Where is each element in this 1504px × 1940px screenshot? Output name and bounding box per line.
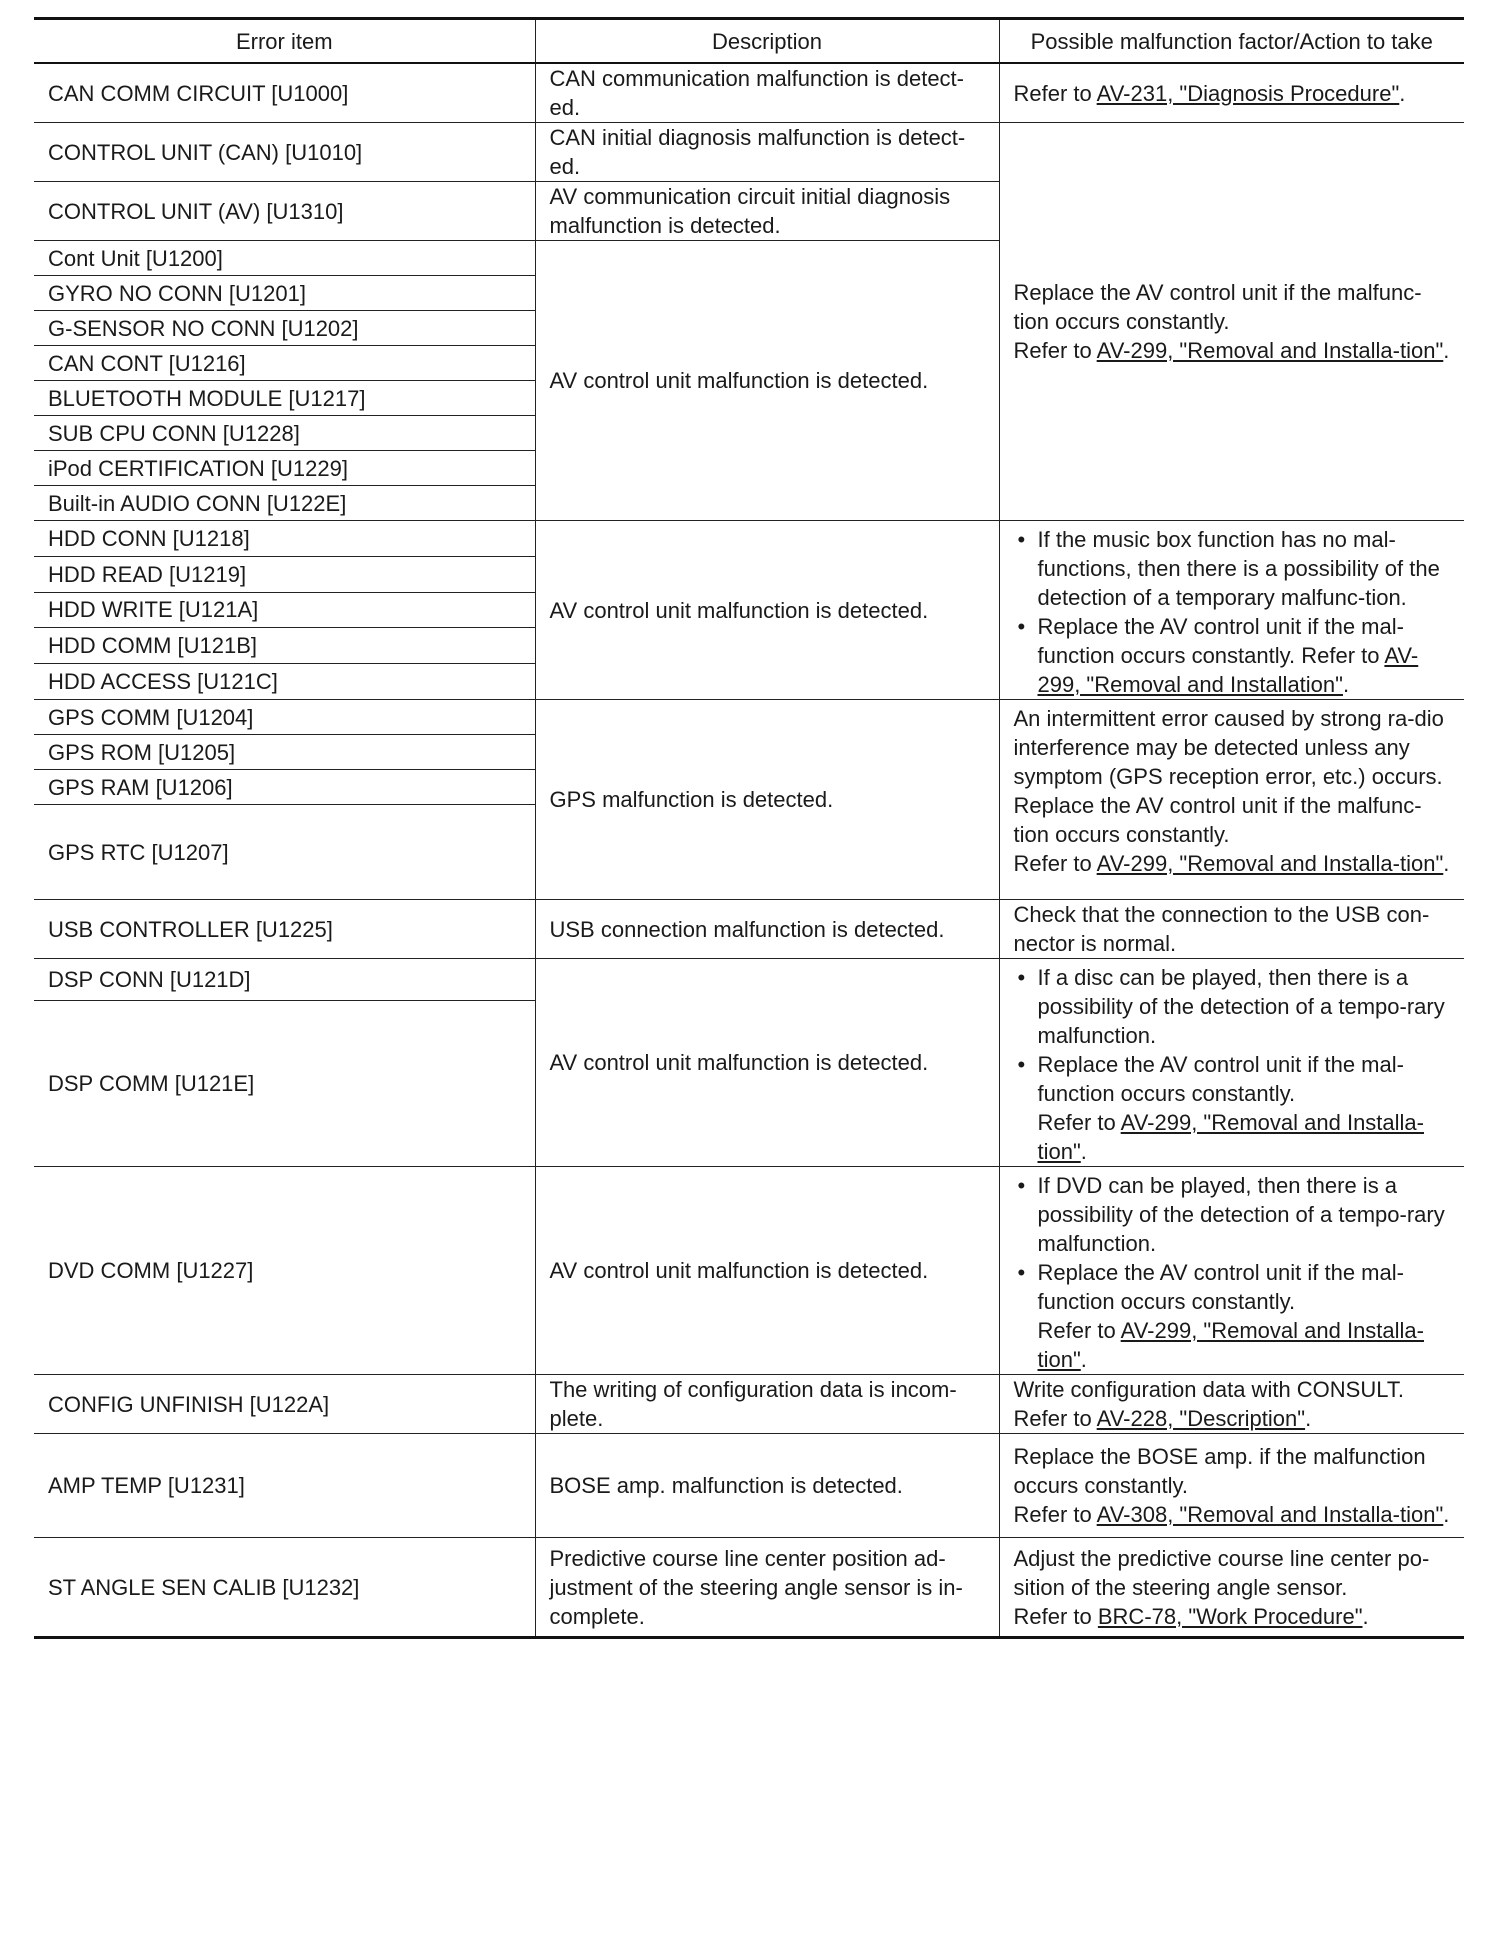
action-cell: Replace the AV control unit if the malfunc-tion occurs constantly. Refer to AV-299, "Removal and Installa-tion".: [999, 123, 1464, 521]
table-row: [34, 900, 1464, 959]
table-row: [34, 1538, 1464, 1638]
error-item: DSP COMM [U121E]: [34, 1000, 535, 1166]
error-item: GPS RTC [U1207]: [34, 805, 535, 900]
action-bullets: [1014, 1171, 1451, 1374]
table-row: [34, 1434, 1464, 1538]
description: AV control unit malfunction is detected.: [535, 959, 999, 1167]
error-item: CONTROL UNIT (CAN) [U1010]: [34, 123, 535, 182]
header-row: [34, 19, 1464, 64]
error-item: DSP CONN [U121D]: [34, 959, 535, 1001]
table-row: [34, 63, 1464, 123]
error-item: CAN CONT [U1216]: [34, 346, 535, 381]
description: AV communication circuit initial diagnosis malfunction is detected.: [535, 182, 999, 241]
description: The writing of configuration data is incom-plete.: [535, 1375, 999, 1434]
reference-link[interactable]: AV-231, "Diagnosis Procedure": [1096, 80, 1400, 106]
error-item: CONTROL UNIT (AV) [U1310]: [34, 182, 535, 241]
error-item: CONFIG UNFINISH [U122A]: [34, 1375, 535, 1434]
reference-link[interactable]: AV-299, "Removal and Installation": [1037, 643, 1419, 697]
action-cell: An intermittent error caused by strong ra-dio interference may be detected unless any symptom (GPS reception error, etc.) occurs. Replace the AV control unit if the malfunc-tion occurs constantly. Refer to AV-299, "Removal and Installa-tion".: [999, 700, 1464, 900]
error-item: AMP TEMP [U1231]: [34, 1434, 535, 1538]
description: BOSE amp. malfunction is detected.: [535, 1434, 999, 1538]
description: USB connection malfunction is detected.: [535, 900, 999, 959]
table-row: [34, 521, 1464, 557]
error-item: G-SENSOR NO CONN [U1202]: [34, 311, 535, 346]
reference-link[interactable]: BRC-78, "Work Procedure": [1097, 1603, 1363, 1629]
action-bullets: [1014, 525, 1451, 699]
table-row: [34, 700, 1464, 735]
bullet-item: • Replace the AV control unit if the mal-function occurs constantly. Refer to AV-299, "Removal and Installa-tion".: [1014, 1050, 1451, 1166]
table-row: [34, 959, 1464, 1001]
bullet-item: • Replace the AV control unit if the mal-function occurs constantly. Refer to AV-299, "Removal and Installation".: [1014, 612, 1451, 699]
error-item: BLUETOOTH MODULE [U1217]: [34, 381, 535, 416]
action-cell: Replace the BOSE amp. if the malfunction occurs constantly. Refer to AV-308, "Removal and Installa-tion".: [999, 1434, 1464, 1538]
description: AV control unit malfunction is detected.: [535, 241, 999, 521]
bullet-item: • Replace the AV control unit if the mal-function occurs constantly. Refer to AV-299, "Removal and Installa-tion".: [1014, 1258, 1451, 1374]
description: AV control unit malfunction is detected.: [535, 1167, 999, 1375]
error-item: ST ANGLE SEN CALIB [U1232]: [34, 1538, 535, 1638]
action-bullets: [1014, 963, 1451, 1166]
error-item: SUB CPU CONN [U1228]: [34, 416, 535, 451]
error-item: HDD READ [U1219]: [34, 556, 535, 592]
error-item: DVD COMM [U1227]: [34, 1167, 535, 1375]
error-item: GPS ROM [U1205]: [34, 735, 535, 770]
action-cell: Check that the connection to the USB con-nector is normal.: [999, 900, 1464, 959]
header-error-item: Error item: [34, 19, 535, 64]
bullet-item: • If a disc can be played, then there is a possibility of the detection of a tempo-rary malfunction.: [1014, 963, 1451, 1050]
description: GPS malfunction is detected.: [535, 700, 999, 900]
description: Predictive course line center position ad-justment of the steering angle sensor is in-complete.: [535, 1538, 999, 1638]
table-row: [34, 1167, 1464, 1375]
error-item: iPod CERTIFICATION [U1229]: [34, 451, 535, 486]
table-row: [34, 123, 1464, 182]
reference-link[interactable]: AV-299, "Removal and Installa-tion": [1037, 1110, 1424, 1164]
error-item: GPS RAM [U1206]: [34, 770, 535, 805]
reference-link[interactable]: AV-228, "Description": [1096, 1406, 1306, 1431]
error-item: HDD ACCESS [U121C]: [34, 664, 535, 700]
bullet-item: • If the music box function has no mal-functions, then there is a possibility of the detection of a temporary malfunc-tion.: [1014, 525, 1451, 612]
header-action: Possible malfunction factor/Action to take: [999, 19, 1464, 64]
description: CAN initial diagnosis malfunction is detect-ed.: [535, 123, 999, 182]
error-item: Built-in AUDIO CONN [U122E]: [34, 486, 535, 521]
error-item: HDD COMM [U121B]: [34, 628, 535, 664]
action-cell: [999, 1167, 1464, 1375]
error-item: HDD CONN [U1218]: [34, 521, 535, 557]
description: CAN communication malfunction is detect-ed.: [535, 63, 999, 123]
action-cell: Adjust the predictive course line center po-sition of the steering angle sensor. Refer to BRC-78, "Work Procedure".: [999, 1538, 1464, 1638]
error-item: GYRO NO CONN [U1201]: [34, 276, 535, 311]
error-item: CAN COMM CIRCUIT [U1000]: [34, 63, 535, 123]
action-cell: [999, 959, 1464, 1167]
reference-link[interactable]: AV-299, "Removal and Installa-tion": [1096, 338, 1444, 363]
error-item: HDD WRITE [U121A]: [34, 592, 535, 628]
error-item: GPS COMM [U1204]: [34, 700, 535, 735]
reference-link[interactable]: AV-299, "Removal and Installa-tion": [1096, 851, 1444, 876]
diagnosis-error-table: [34, 17, 1464, 1639]
bullet-item: • If DVD can be played, then there is a possibility of the detection of a tempo-rary malfunction.: [1014, 1171, 1451, 1258]
reference-link[interactable]: AV-299, "Removal and Installa-tion": [1037, 1318, 1424, 1372]
description: AV control unit malfunction is detected.: [535, 521, 999, 700]
reference-link[interactable]: AV-308, "Removal and Installa-tion": [1096, 1502, 1444, 1527]
action-cell: [999, 521, 1464, 700]
action-cell: Write configuration data with CONSULT. Refer to AV-228, "Description".: [999, 1375, 1464, 1434]
header-description: Description: [535, 19, 999, 64]
action-cell: Refer to AV-231, "Diagnosis Procedure".: [999, 63, 1464, 123]
table-row: [34, 1375, 1464, 1434]
error-item: Cont Unit [U1200]: [34, 241, 535, 276]
error-item: USB CONTROLLER [U1225]: [34, 900, 535, 959]
